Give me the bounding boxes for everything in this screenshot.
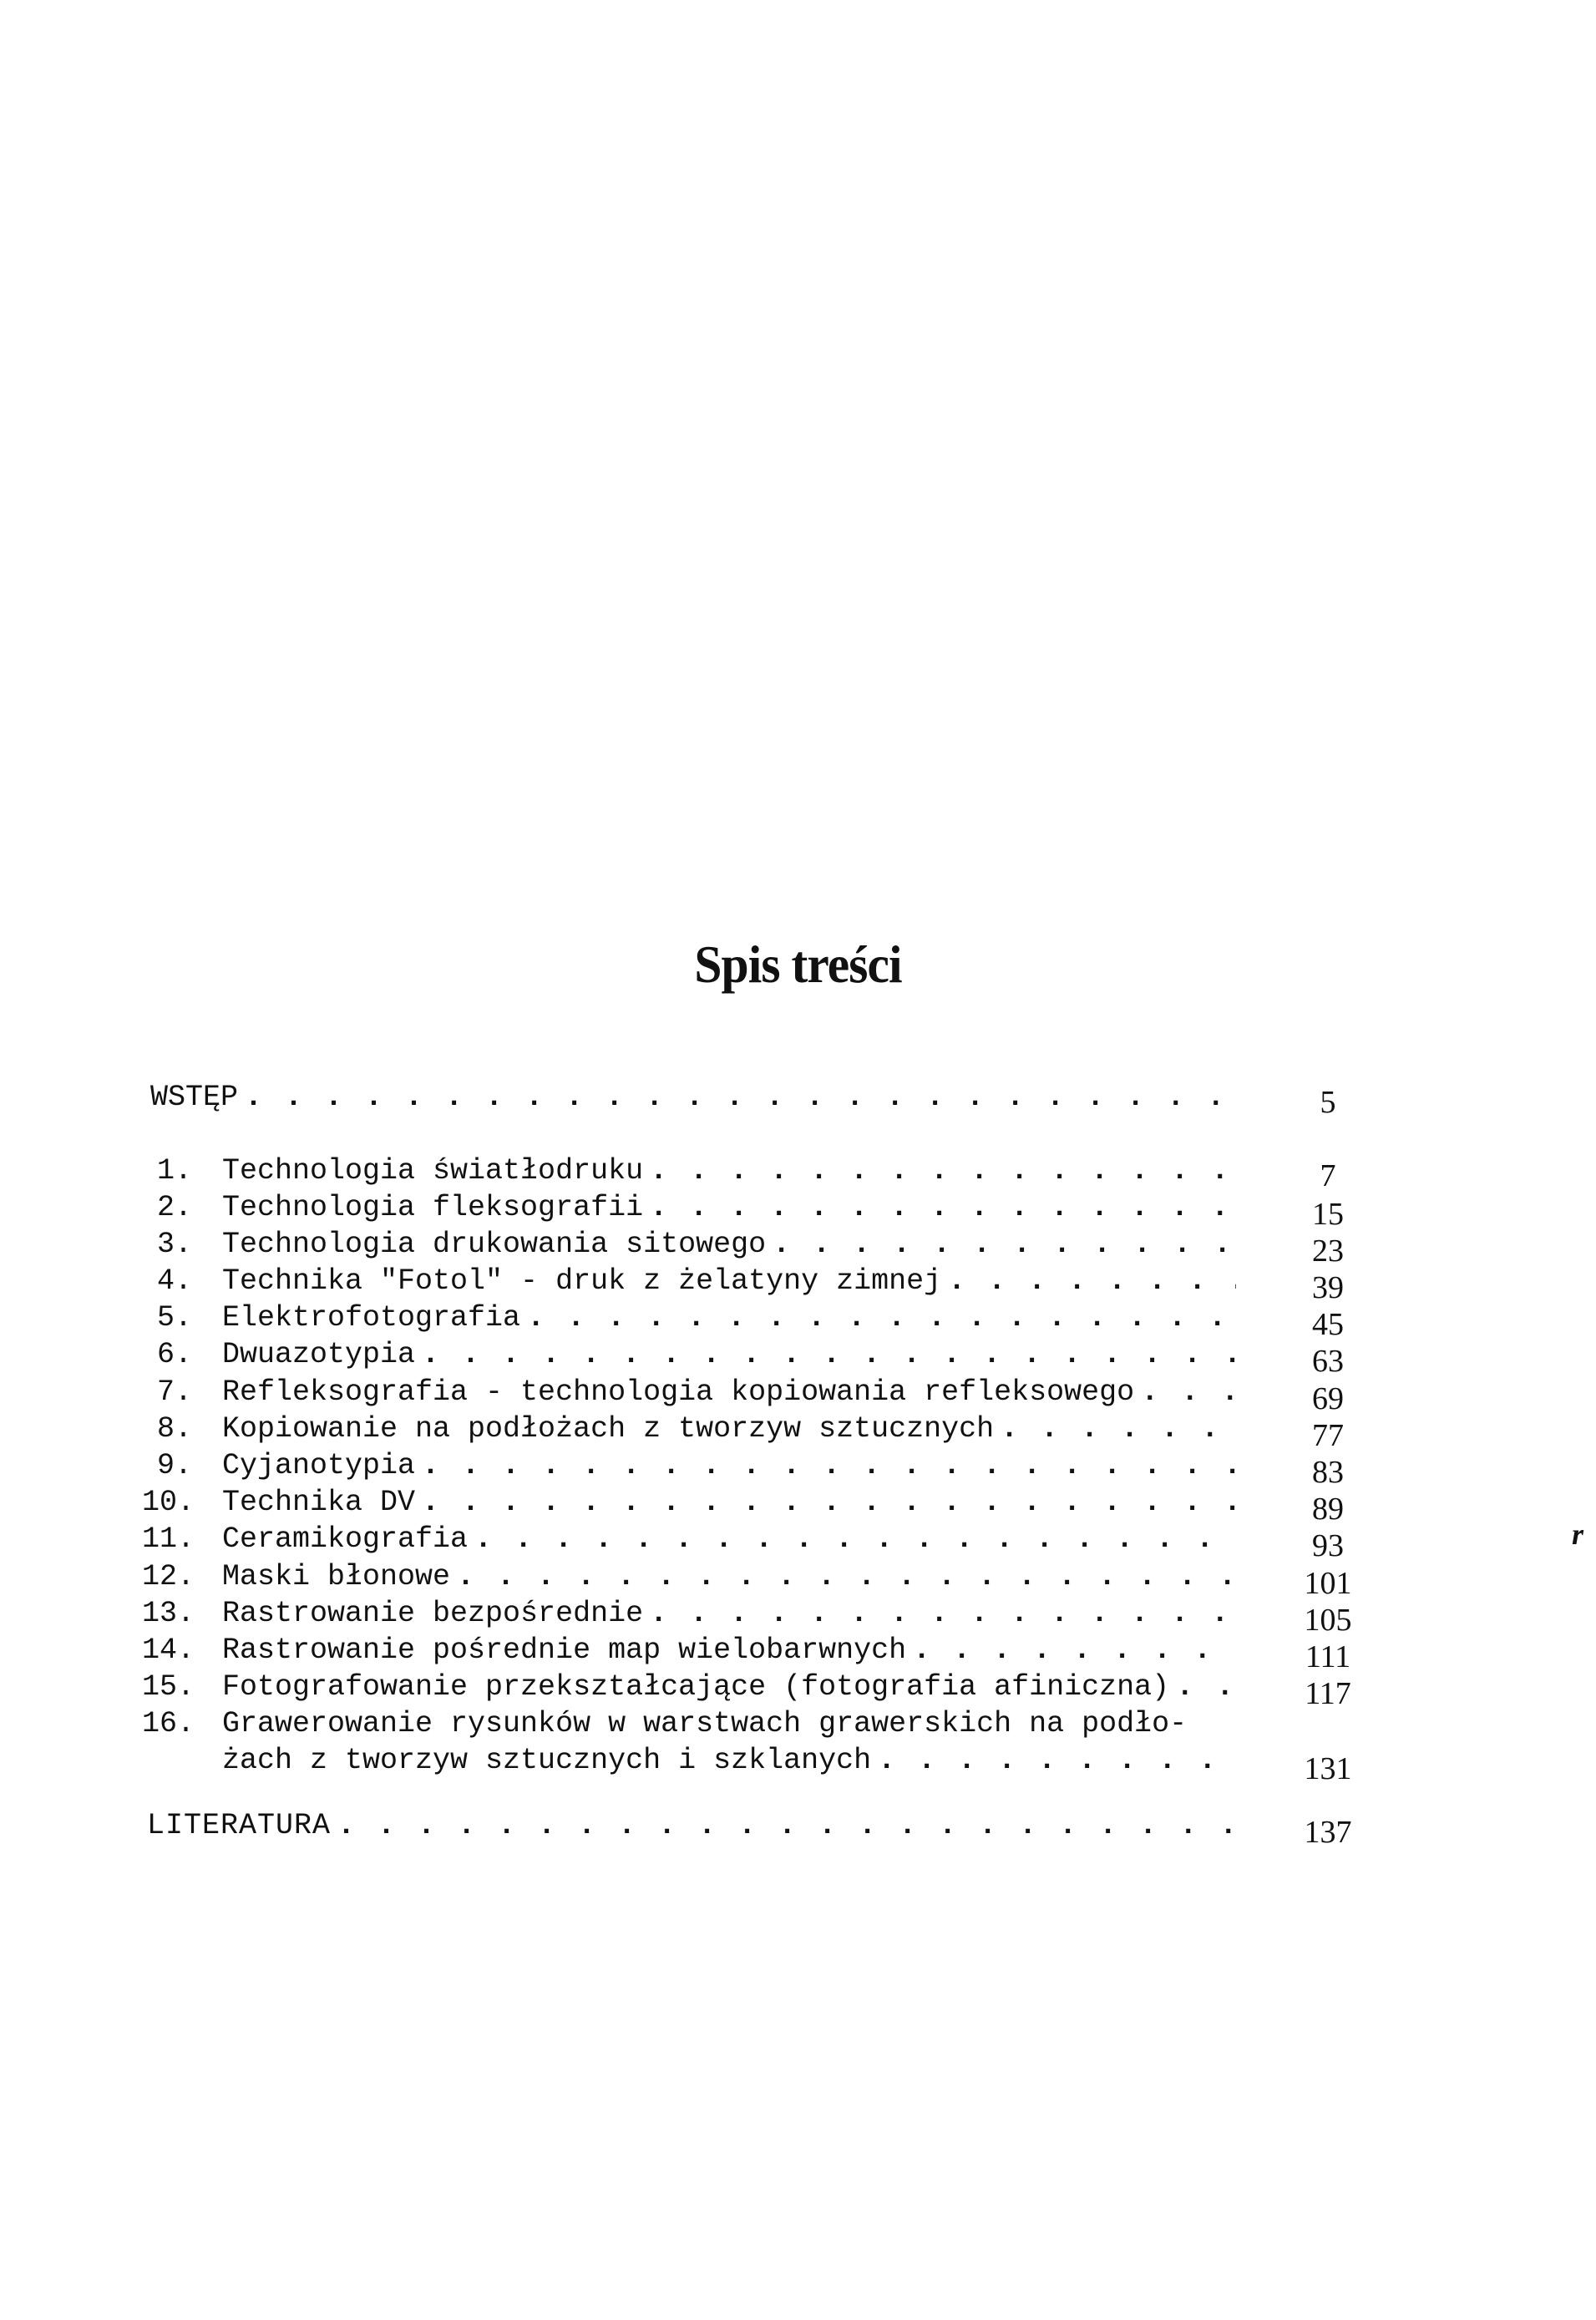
toc-entry-label: Technologia fleksografii: [222, 1189, 650, 1226]
toc-entry-page: 45: [1312, 1307, 1344, 1342]
chapter-number: 3.: [156, 1228, 192, 1261]
toc-entry-page: 7: [1320, 1158, 1336, 1193]
toc-entry-label: Grawerowanie rysunków w warstwach grawerskich na podło-: [222, 1705, 1193, 1742]
dot-leader: [650, 1152, 1236, 1189]
toc-entry-chapter[interactable]: [142, 1521, 1236, 1558]
toc-entry-label: Maski błonowe: [222, 1558, 457, 1595]
toc-entry-chapter[interactable]: [142, 1484, 1236, 1521]
toc-entry-chapter[interactable]: [150, 1336, 1236, 1373]
toc-entry-page: 15: [1312, 1197, 1344, 1232]
toc-entry-page: 69: [1312, 1381, 1344, 1416]
toc-entry-label: Kopiowanie na podłożach z tworzyw sztucznych: [222, 1411, 1001, 1447]
toc-entry-chapter[interactable]: [150, 1411, 1236, 1447]
toc-entry-chapter[interactable]: [150, 1299, 1236, 1336]
toc-entry-page: 63: [1312, 1344, 1344, 1379]
dot-leader: [650, 1595, 1236, 1632]
toc-entry-label: Rastrowanie pośrednie map wielobarwnych: [222, 1632, 913, 1669]
toc-entry-chapter[interactable]: [150, 1152, 1236, 1189]
toc-entry-chapter[interactable]: [142, 1595, 1236, 1632]
dot-leader: [913, 1632, 1236, 1669]
toc-entry-label: Technologia drukowania sitowego: [222, 1226, 773, 1263]
toc-entry-literature[interactable]: [147, 1807, 1236, 1844]
dot-leader: [1176, 1669, 1236, 1705]
stray-pen-mark: r: [1572, 1517, 1584, 1551]
toc-entry-page: 77: [1312, 1418, 1344, 1453]
toc-entry-page: 89: [1312, 1492, 1344, 1527]
chapter-number: 5.: [156, 1301, 192, 1335]
toc-entry-label: Fotografowanie przekształcające (fotografia afiniczna): [222, 1669, 1176, 1705]
chapter-number: 16.: [142, 1707, 195, 1740]
toc-entry-page: 131: [1304, 1751, 1352, 1786]
dot-leader: [650, 1189, 1236, 1226]
toc-entry-chapter[interactable]: [150, 1374, 1236, 1411]
chapter-number: 13.: [142, 1597, 195, 1630]
toc-entry-page: 117: [1305, 1676, 1351, 1711]
dot-leader: [457, 1558, 1236, 1595]
chapter-number: 12.: [142, 1560, 195, 1593]
dot-leader: [422, 1484, 1236, 1521]
chapter-number: 11.: [142, 1522, 195, 1556]
chapter-number: 10.: [142, 1486, 195, 1519]
toc-entry-label: Technologia światłodruku: [222, 1152, 650, 1189]
toc-entry-page: 93: [1312, 1528, 1344, 1563]
toc-entry-chapter[interactable]: [150, 1447, 1236, 1484]
dot-leader: [474, 1521, 1236, 1558]
chapter-number: 7.: [156, 1375, 192, 1409]
dot-leader: [948, 1263, 1236, 1299]
toc-entry-label: żach z tworzyw sztucznych i szklanych: [222, 1742, 878, 1779]
toc-entry-label: Technika DV: [222, 1484, 422, 1521]
toc-entry-label: Technika "Fotol" - druk z żelatyny zimnej: [222, 1263, 948, 1299]
toc-entry-page: 137: [1304, 1815, 1352, 1850]
chapter-number: 14.: [142, 1634, 195, 1667]
toc-entry-chapter-line1[interactable]: [142, 1705, 1236, 1742]
toc-entry-page: 39: [1312, 1270, 1344, 1305]
toc-entry-label: LITERATURA: [147, 1807, 337, 1844]
toc-entry-chapter[interactable]: [150, 1263, 1236, 1299]
toc-entry-label: Rastrowanie bezpośrednie: [222, 1595, 650, 1632]
toc-entry-label: Refleksografia - technologia kopiowania refleksowego: [222, 1374, 1141, 1411]
chapter-number: 8.: [156, 1412, 192, 1446]
dot-leader: [245, 1079, 1236, 1116]
toc-entry-label: WSTĘP: [150, 1079, 245, 1116]
toc-entry-chapter[interactable]: [142, 1632, 1236, 1669]
dot-leader: [527, 1299, 1236, 1336]
chapter-number: 4.: [156, 1264, 192, 1298]
chapter-number: 1.: [156, 1154, 192, 1188]
toc-entry-label: Dwuazotypia: [222, 1336, 422, 1373]
toc-entry-chapter[interactable]: [150, 1189, 1236, 1226]
toc-entry-page: 23: [1312, 1233, 1344, 1269]
dot-leader: [422, 1336, 1236, 1373]
dot-leader: [1141, 1374, 1236, 1411]
toc-entry-label: Cyjanotypia: [222, 1447, 422, 1484]
toc-entry-page: 105: [1304, 1603, 1352, 1638]
toc-entry-page: 111: [1305, 1639, 1351, 1674]
toc-entry-page: 101: [1304, 1566, 1352, 1601]
toc-entry-label: Elektrofotografia: [222, 1299, 527, 1336]
chapter-number: 6.: [156, 1338, 192, 1371]
dot-leader: [1001, 1411, 1236, 1447]
toc-entry-page: 83: [1312, 1455, 1344, 1490]
toc-entry-chapter[interactable]: [142, 1558, 1236, 1595]
toc-entry-chapter-line2[interactable]: [150, 1742, 1236, 1779]
toc-entry-chapter[interactable]: [142, 1669, 1236, 1705]
chapter-number: 15.: [142, 1670, 195, 1704]
page-title: Spis treści: [694, 935, 902, 994]
dot-leader: [337, 1807, 1236, 1844]
chapter-number: 9.: [156, 1449, 192, 1482]
toc-entry-page: 5: [1320, 1085, 1336, 1120]
dot-leader: [878, 1742, 1236, 1779]
toc-entry-chapter[interactable]: [150, 1226, 1236, 1263]
toc-entry-label: Ceramikografia: [222, 1521, 474, 1558]
toc-entry-intro[interactable]: [150, 1079, 1236, 1116]
dot-leader: [773, 1226, 1236, 1263]
dot-leader: [422, 1447, 1236, 1484]
chapter-number: 2.: [156, 1191, 192, 1224]
